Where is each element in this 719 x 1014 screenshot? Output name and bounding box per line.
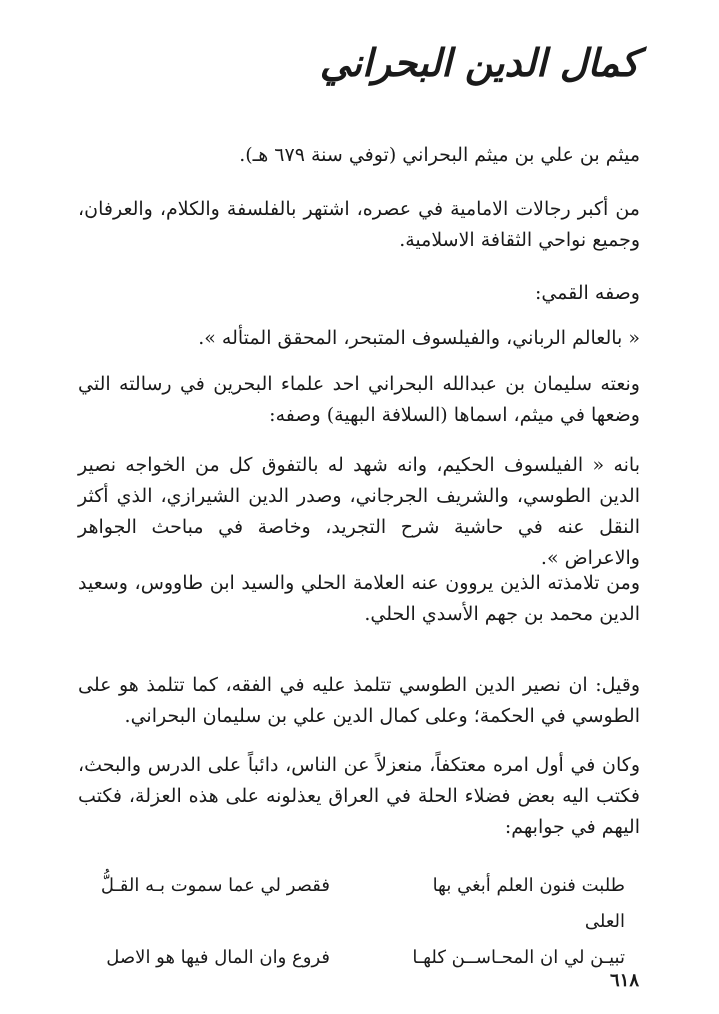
paragraph-4: « بالعالم الرباني، والفيلسوف المتبحر، المحقق المتأله ». (198, 327, 640, 349)
verse-second-hemistich: فقصر لي عما سموت بـه القـلُّ (100, 875, 330, 896)
page-title: كمال الدين البحراني (319, 40, 639, 85)
paragraph-6: بانه « الفيلسوف الحكيم، وانه شهد له بالتفوق كل من الخواجه نصير الدين الطوسي، والشريف الجرجاني، وصدر الدين الشيرازي، الذي أكثر النقل عنه في حاشية شرح التجريد، وخاصة في مباحث الجواهر والاعراض ». (78, 454, 640, 569)
verse-line (95, 868, 625, 940)
verse-second-hemistich: فروع وان المال فيها هو الاصل (106, 947, 330, 968)
verse-first-hemistich: تبيـن لي ان المحـاســن كلهـا (412, 947, 625, 968)
paragraph-8: وقيل: ان نصير الدين الطوسي تتلمذ عليه في الفقه، كما تتلمذ هو على الطوسي في الحكمة؛ وعلى كمال الدين علي بن سليمان البحراني. (78, 674, 640, 727)
paragraph-7: ومن تلامذته الذين يروون عنه العلامة الحلي والسيد ابن طاووس، وسعيد الدين محمد بن جهم الأسدي الحلي. (78, 572, 640, 625)
paragraph-9: وكان في أول امره معتكفاً، منعزلاً عن الناس، دائباً على الدرس والبحث، فكتب اليه بعض فضلاء الحلة في العراق يعذلونه على هذه العزلة، فكتب اليهم في جوابهم: (78, 754, 640, 838)
paragraph-3: وصفه القمي: (534, 282, 640, 304)
paragraph-1: ميثم بن علي بن ميثم البحراني (توفي سنة ٦٧٩ هـ). (239, 144, 640, 166)
poem-verses (95, 868, 625, 976)
verse-first-hemistich: طلبت فنون العلم أبغي بها العلى (432, 875, 625, 932)
page-number: ٦١٨ (609, 970, 639, 991)
verse-line (95, 940, 625, 976)
paragraph-2: من أكبر رجالات الامامية في عصره، اشتهر بالفلسفة والكلام، والعرفان، وجميع نواحي الثقافة الاسلامية. (78, 198, 640, 251)
paragraph-5: ونعته سليمان بن عبدالله البحراني احد علماء البحرين في رسالته التي وضعها في ميثم، اسماها (السلافة البهية) وصفه: (78, 373, 640, 426)
